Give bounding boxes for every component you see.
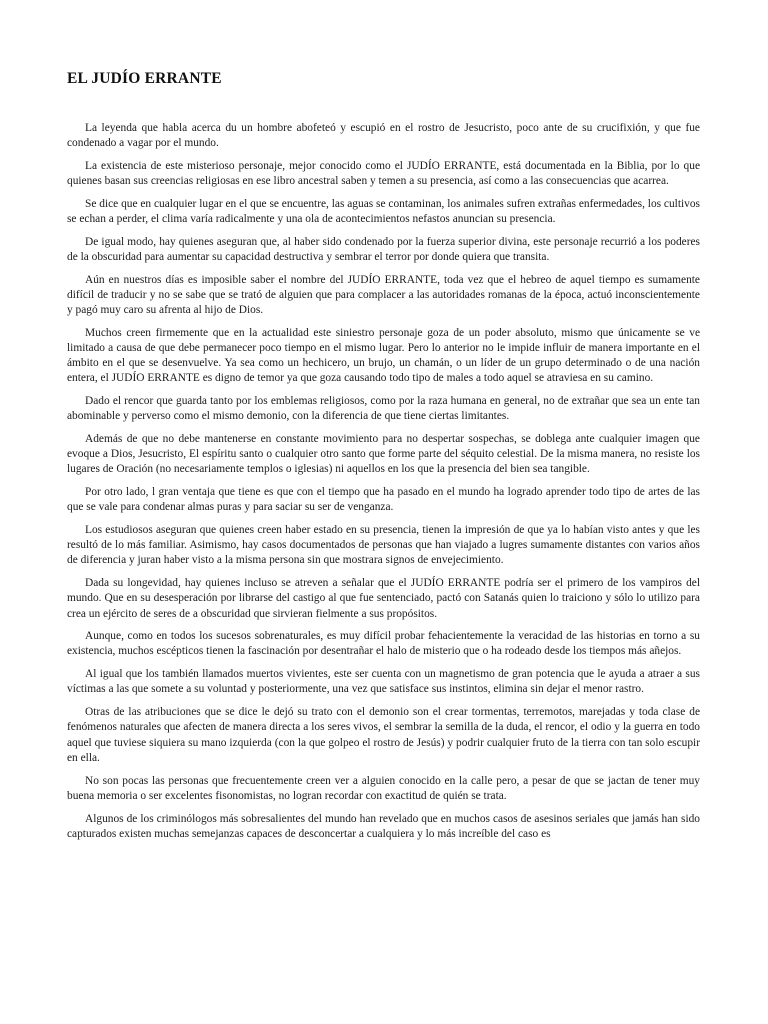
paragraph-6: Muchos creen firmemente que en la actualidad este siniestro personaje goza de un poder absoluto, mismo que únicamente se ve limitado a causa de que debe permanecer poco tiempo en el mismo lugar. Pero lo anterior no le impide influir de manera importante en el ámbito en el que se desenvuelve. Ya sea como un hechicero, un brujo, un chamán, o un líder de un grupo determinado o de una nación entera, el JUDÍO ERRANTE es digno de temor ya que goza causando todo tipo de males a todo aquel se atraviesa en su camino. — [67, 327, 700, 385]
paragraph-7: Dado el rencor que guarda tanto por los emblemas religiosos, como por la raza humana en general, no de extrañar que sea un ente tan abominable y perverso como el mismo demonio, con la diferencia de que tiene ciertas limitantes. — [67, 395, 700, 423]
paragraph-8: Además de que no debe mantenerse en constante movimiento para no despertar sospechas, se doblega ante cualquier imagen que evoque a Dios, Jesucristo, El espíritu santo o cualquier otro santo que forme parte del séquito celestial. De la misma manera, no resiste los lugares de Oración (no necesariamente templos o iglesias) ni aquellos en los que la presencia del bien sea tangible. — [67, 433, 700, 476]
paragraph-13: Al igual que los también llamados muertos vivientes, este ser cuenta con un magnetismo de gran potencia que le ayuda a atraer a sus víctimas a las que somete a su voluntad y posteriormente, una vez que satisface sus instintos, elimina sin dejar el menor rastro. — [67, 668, 700, 696]
paragraph-9: Por otro lado, l gran ventaja que tiene es que con el tiempo que ha pasado en el mundo ha logrado aprender todo tipo de artes de las que se vale para condenar almas puras y para saciar su ser de venganza. — [67, 486, 700, 514]
paragraph-5: Aún en nuestros días es imposible saber el nombre del JUDÍO ERRANTE, toda vez que el hebreo de aquel tiempo es sumamente difícil de traducir y no se sabe que se trató de alguien que para complacer a las autoridades romanas de la época, actuó inconscientemente y pagó muy caro su afrenta al hijo de Dios. — [67, 273, 700, 317]
document-body — [67, 70, 700, 850]
document-title: EL JUDÍO ERRANTE — [67, 70, 222, 87]
paragraph-15: No son pocas las personas que frecuentemente creen ver a alguien conocido en la calle pero, a pesar de que se jactan de tener muy buena memoria o ser excelentes fisonomistas, no logran recordar con exactitud de quién se trata. — [67, 774, 700, 802]
paragraph-4: De igual modo, hay quienes aseguran que, al haber sido condenado por la fuerza superior divina, este personaje recurrió a los poderes de la obscuridad para aumentar su capacidad destructiva y sembrar el terror por donde quiera que transita. — [67, 235, 700, 264]
paragraph-10: Los estudiosos aseguran que quienes creen haber estado en su presencia, tienen la impresión de que ya lo habían visto antes y que les resultó de lo más familiar. Asimismo, hay casos documentados de personas que han viajado a lugres sumamente distantes con varios años de diferencia y juran haber visto a la misma persona sin que mostrara signos de envejecimiento. — [67, 524, 700, 567]
paragraph-16: Algunos de los criminólogos más sobresalientes del mundo han revelado que en muchos casos de asesinos seriales que jamás han sido capturados existen muchas semejanzas capaces de desconcertar a cualquiera y lo más increíble del caso es — [67, 812, 700, 840]
paragraph-14: Otras de las atribuciones que se dice le dejó su trato con el demonio son el crear tormentas, terremotos, marejadas y toda clase de fenómenos naturales que afecten de manera directa a los seres vivos, el sembrar la semilla de la duda, el rencor, el odio y la guerra en todo aquel que tuviese siquiera su mano izquierda (con la que golpeo el rostro de Jesús) y podrir cualquier fruto de la tierra con tan solo escupir en ella. — [67, 706, 700, 764]
paragraph-1: La leyenda que habla acerca du un hombre abofeteó y escupió en el rostro de Jesucristo, poco ante de su crucifixión, y que fue condenado a vagar por el mundo. — [67, 122, 700, 150]
paragraph-12: Aunque, como en todos los sucesos sobrenaturales, es muy difícil probar fehacientemente la veracidad de las historias en torno a su existencia, muchos escépticos tienen la fascinación por desentrañar el halo de misterio que o ha rodeado desde los tiempos más añejos. — [67, 630, 700, 658]
paragraph-11: Dada su longevidad, hay quienes incluso se atreven a señalar que el JUDÍO ERRANTE podría ser el primero de los vampiros del mundo. Que en su desesperación por librarse del castigo al que fue sentenciado, pactó con Satanás quien lo traiciono y sólo lo utilizo para crea un ejército de seres de a obscuridad que sirvieran fielmente a sus propósitos. — [67, 577, 700, 620]
paragraph-2: La existencia de este misterioso personaje, mejor conocido como el JUDÍO ERRANTE, está documentada en la Biblia, por lo que quienes basan sus creencias religiosas en ese libro ancestral saben y temen a su presencia, así como a las consecuencias que acarrea. — [67, 159, 700, 188]
paragraph-3: Se dice que en cualquier lugar en el que se encuentre, las aguas se contaminan, los animales sufren extrañas enfermedades, los cultivos se echan a perder, el clima varía radicalmente y una ola de acontecimientos nefastos anuncian su presencia. — [67, 197, 700, 226]
